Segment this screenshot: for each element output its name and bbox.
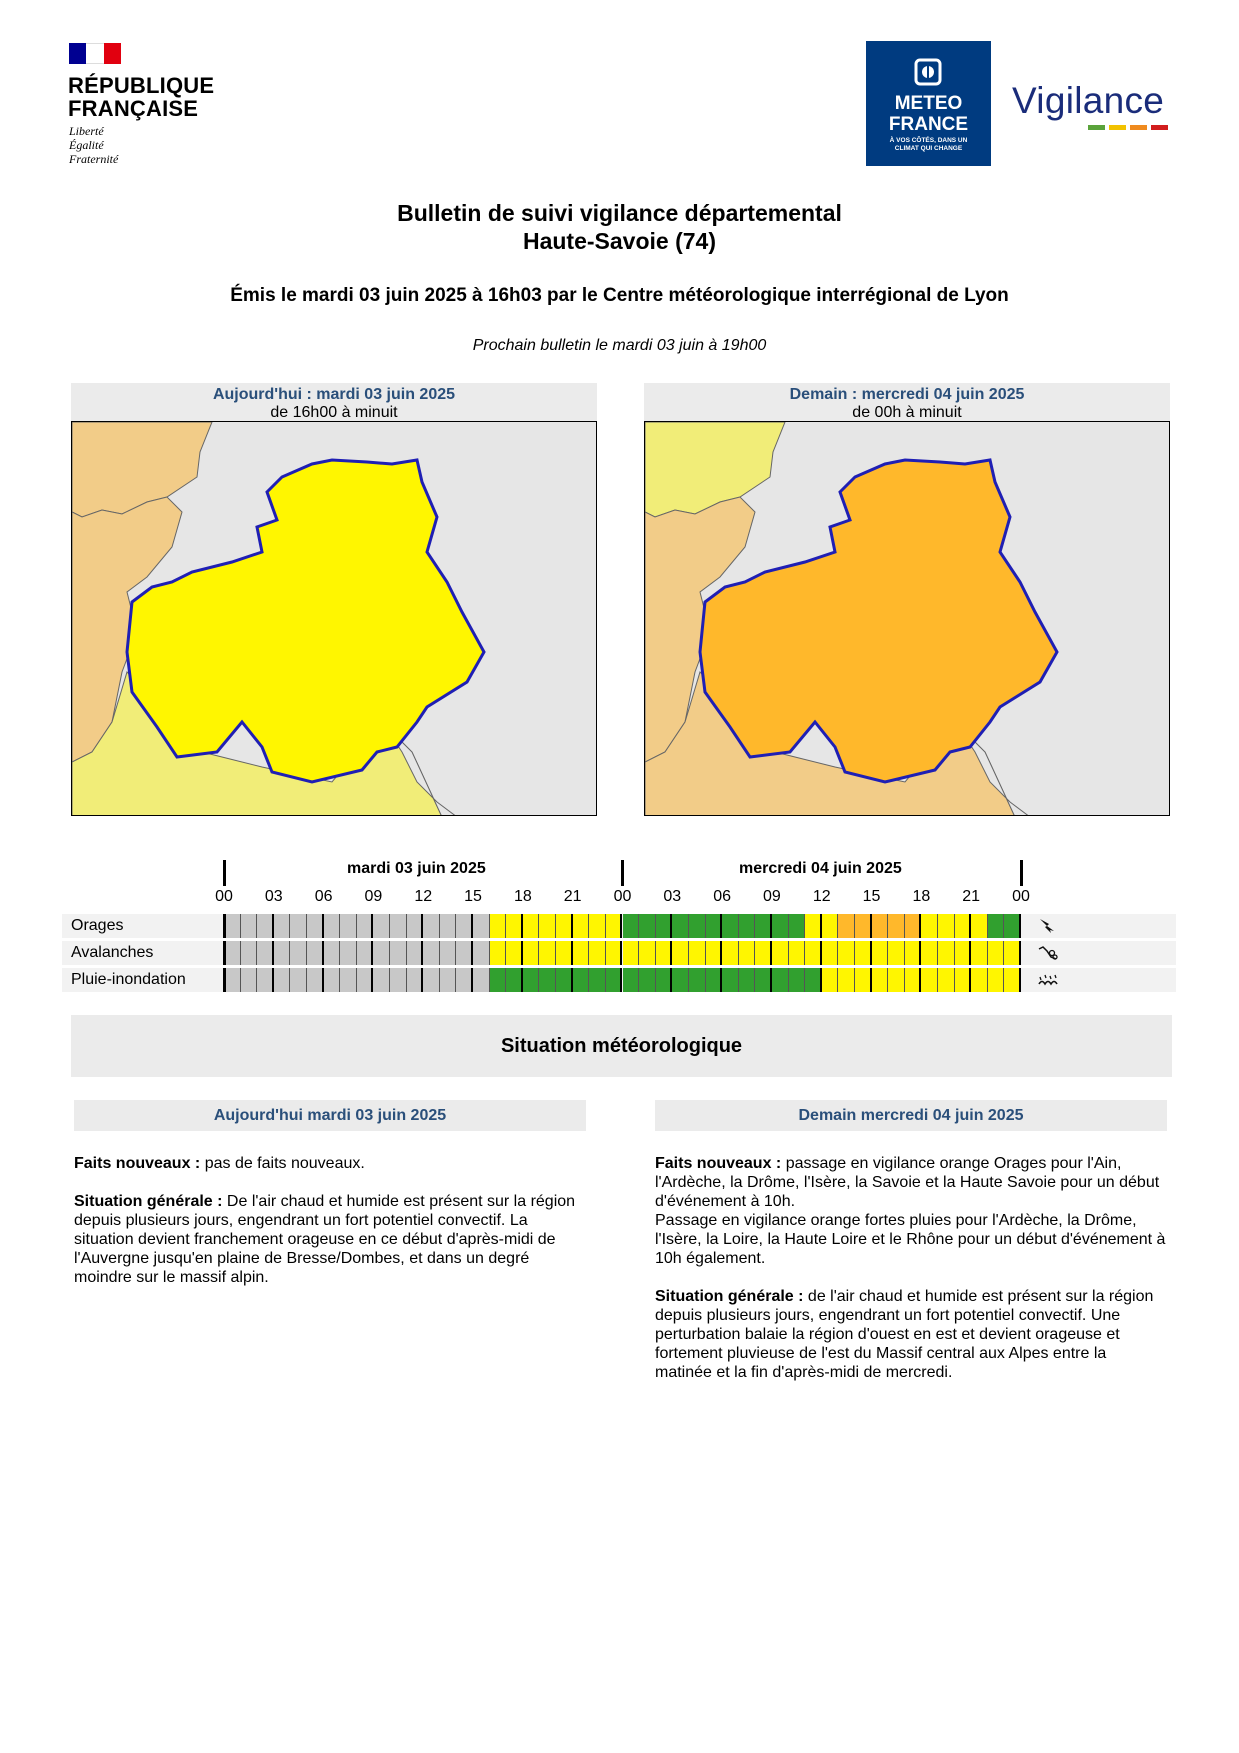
timeline-cell-gray (257, 914, 274, 938)
timeline-day-1: mardi 03 juin 2025 (347, 860, 486, 877)
timeline-cell-yellow (855, 941, 872, 965)
republique-line2: FRANÇAISE (68, 96, 199, 121)
timeline-day-divider (621, 860, 624, 886)
timeline-cell-green (639, 968, 656, 992)
timeline-cell-yellow (822, 941, 839, 965)
avalanche-icon (1037, 943, 1059, 963)
meteo-france-mark-icon (913, 57, 943, 87)
timeline-cell-green (789, 968, 806, 992)
timeline-cell-green (589, 968, 606, 992)
map-tomorrow-date: Demain : mercredi 04 juin 2025 (789, 386, 1025, 403)
row-label-pluie-inondation: Pluie-inondation (71, 971, 186, 988)
timeline-cell-yellow (589, 941, 606, 965)
timeline-hour-label: 12 (414, 888, 433, 905)
tomorrow-gen-text: de l'air chaud et humide est présent sur la région depuis plusieurs jours, engendrant un fort potentiel convectif. Une perturbation balaie la région d'ouest en est et devient orageuse et fortement pluvieuse de l'est du Massif central aux Alpes entre la matinée et la fin d'après-midi de mercredi. (655, 1288, 1154, 1381)
timeline-cell-yellow (822, 968, 839, 992)
timeline-cell-gray (290, 941, 307, 965)
timeline-cell-green (689, 968, 706, 992)
timeline-cell-green (672, 968, 689, 992)
timeline-cell-yellow (490, 941, 507, 965)
timeline-cell-green (772, 968, 789, 992)
map-today (71, 421, 597, 816)
timeline-cell-yellow (971, 941, 988, 965)
timeline-hours (0, 888, 1239, 910)
timeline-cell-green (523, 968, 540, 992)
timeline-cell-green (722, 968, 739, 992)
meteo-tagline-1: À VOS CÔTÉS, DANS UN (889, 137, 968, 144)
timeline-cell-green (573, 968, 590, 992)
tomorrow-faits-text2: Passage en vigilance orange fortes pluies pour l'Ardèche, la Drôme, l'Isère, la Loire, la Haute Loire et le Rhône pour un début d'événement à 10h également. (655, 1212, 1166, 1267)
lightning-icon (1037, 916, 1059, 936)
row-label-avalanches: Avalanches (71, 944, 154, 961)
timeline-cell-gray (423, 941, 440, 965)
republique-line1: RÉPUBLIQUE (68, 73, 215, 98)
timeline-row-orages (224, 914, 1021, 938)
next-bulletin: Prochain bulletin le mardi 03 juin à 19h00 (472, 337, 767, 354)
timeline-day-divider (1020, 860, 1023, 886)
meteo-line1: METEO (894, 93, 963, 114)
timeline-cell-yellow (490, 914, 507, 938)
timeline-cell-yellow (805, 941, 822, 965)
timeline-hour-label: 06 (314, 888, 333, 905)
timeline-cell-yellow (971, 968, 988, 992)
timeline-cell-green (1004, 914, 1021, 938)
timeline-cell-gray (241, 914, 258, 938)
timeline-cell-gray (274, 968, 291, 992)
timeline-row-start-border (223, 914, 226, 938)
timeline-hour-label: 21 (563, 888, 582, 905)
timeline-hour-label: 06 (713, 888, 732, 905)
timeline-cell-gray (307, 968, 324, 992)
timeline-cell-yellow (955, 968, 972, 992)
timeline-cell-gray (290, 968, 307, 992)
timeline-cell-green (556, 968, 573, 992)
timeline-cell-gray (407, 914, 424, 938)
timeline-cell-yellow (1004, 941, 1021, 965)
haute-savoie-yellow-zone (127, 460, 484, 782)
today-text (74, 1154, 586, 1306)
timeline-cell-gray (324, 968, 341, 992)
timeline-cell-gray (224, 914, 241, 938)
timeline-cell-yellow (755, 941, 772, 965)
timeline-cell-gray (407, 968, 424, 992)
timeline-cell-yellow (988, 941, 1005, 965)
timeline-hour-label: 00 (1012, 888, 1030, 905)
timeline-cell-gray (241, 941, 258, 965)
timeline-cell-yellow (573, 914, 590, 938)
timeline-cell-green (772, 914, 789, 938)
motto-liberte: Liberté (69, 124, 104, 138)
timeline-hour-label: 15 (862, 888, 881, 905)
timeline-hour-label: 03 (264, 888, 283, 905)
timeline-cell-green (656, 914, 673, 938)
timeline-cell-gray (340, 968, 357, 992)
timeline-cell-yellow (656, 941, 673, 965)
timeline-cell-green (606, 968, 623, 992)
timeline-cell-green (755, 968, 772, 992)
timeline-cell-gray (257, 941, 274, 965)
timeline-cell-gray (357, 941, 374, 965)
tomorrow-gen-label: Situation générale : (655, 1288, 804, 1305)
timeline-cell-yellow (639, 941, 656, 965)
timeline-cell-green (805, 968, 822, 992)
timeline-cell-yellow (789, 941, 806, 965)
timeline-cell-yellow (822, 914, 839, 938)
timeline-cell-orange (872, 914, 889, 938)
timeline-cell-gray (456, 941, 473, 965)
today-faits-label: Faits nouveaux : (74, 1155, 201, 1172)
timeline-cell-yellow (672, 941, 689, 965)
timeline-row-start-border (223, 941, 226, 965)
timeline-cell-gray (274, 941, 291, 965)
timeline-cell-yellow (921, 941, 938, 965)
timeline-cell-yellow (606, 914, 623, 938)
tomorrow-heading: Demain mercredi 04 juin 2025 (655, 1100, 1167, 1131)
today-faits-text: pas de faits nouveaux. (200, 1155, 365, 1172)
timeline-cell-yellow (938, 941, 955, 965)
timeline-cell-orange (905, 914, 922, 938)
timeline-cell-gray (324, 941, 341, 965)
timeline-cell-yellow (805, 914, 822, 938)
timeline-cell-gray (373, 914, 390, 938)
vigilance-logo-text: Vigilance (1012, 80, 1165, 121)
rain-flood-icon (1037, 970, 1059, 990)
timeline-hour-label: 18 (513, 888, 532, 905)
timeline-cell-green (539, 968, 556, 992)
republique-francaise-flag (69, 43, 121, 64)
timeline-cell-yellow (606, 941, 623, 965)
timeline-hour-label: 21 (962, 888, 981, 905)
timeline-cell-green (706, 968, 723, 992)
timeline-day-2: mercredi 04 juin 2025 (739, 860, 902, 877)
timeline-cell-green (755, 914, 772, 938)
timeline-cell-green (639, 914, 656, 938)
timeline-cell-gray (290, 914, 307, 938)
timeline-cell-gray (241, 968, 258, 992)
timeline-cell-yellow (556, 941, 573, 965)
timeline-cell-yellow (623, 941, 640, 965)
timeline-cell-yellow (971, 914, 988, 938)
meteo-line2: FRANCE (888, 114, 969, 135)
timeline-cell-gray (440, 968, 457, 992)
timeline-cell-gray (307, 941, 324, 965)
timeline-hour-label: 15 (464, 888, 482, 905)
timeline-cell-yellow (739, 941, 756, 965)
timeline-cell-green (739, 968, 756, 992)
timeline-cell-yellow (556, 914, 573, 938)
timeline-cell-green (623, 914, 640, 938)
timeline-cell-gray (423, 914, 440, 938)
department-title: Haute-Savoie (74) (522, 228, 716, 254)
timeline-cell-green (623, 968, 640, 992)
timeline-cell-green (656, 968, 673, 992)
timeline-cell-green (672, 914, 689, 938)
timeline-cell-gray (407, 941, 424, 965)
timeline-hour-label: 09 (763, 888, 781, 905)
timeline-cell-gray (357, 914, 374, 938)
timeline-cell-yellow (905, 968, 922, 992)
timeline-hour-label: 00 (215, 888, 233, 905)
timeline-cell-yellow (872, 968, 889, 992)
timeline-cell-gray (390, 968, 407, 992)
timeline-cell-gray (473, 968, 490, 992)
timeline-cell-gray (390, 914, 407, 938)
timeline-cell-gray (456, 914, 473, 938)
timeline-cell-yellow (539, 914, 556, 938)
timeline-cell-yellow (921, 914, 938, 938)
timeline-cell-orange (888, 914, 905, 938)
today-gen-label: Situation générale : (74, 1193, 223, 1210)
timeline-cell-yellow (523, 941, 540, 965)
timeline-cell-gray (423, 968, 440, 992)
vigilance-color-bars (1088, 125, 1168, 130)
map-tomorrow-header (644, 383, 1170, 421)
timeline-cell-yellow (523, 914, 540, 938)
timeline-cell-gray (340, 914, 357, 938)
meteo-tagline-2: CLIMAT QUI CHANGE (894, 145, 963, 152)
timeline-cell-gray (373, 968, 390, 992)
timeline-cell-orange (838, 914, 855, 938)
map-today-date: Aujourd'hui : mardi 03 juin 2025 (212, 386, 456, 403)
timeline-cell-gray (440, 941, 457, 965)
timeline-hour-label: 03 (663, 888, 682, 905)
timeline-cell-green (506, 968, 523, 992)
issued-line: Émis le mardi 03 juin 2025 à 16h03 par le Centre météorologique interrégional de Lyon (230, 285, 1009, 306)
timeline-cell-gray (274, 914, 291, 938)
map-today-span: de 16h00 à minuit (270, 404, 398, 421)
timeline-cell-yellow (938, 914, 955, 938)
timeline-cell-green (490, 968, 507, 992)
timeline-cell-gray (257, 968, 274, 992)
timeline-cell-yellow (888, 941, 905, 965)
timeline-hour-label: 00 (613, 888, 632, 905)
timeline-cell-gray (307, 914, 324, 938)
timeline-cell-yellow (955, 941, 972, 965)
timeline-cell-gray (473, 914, 490, 938)
situation-title: Situation météorologique (71, 1015, 1172, 1077)
timeline-cell-yellow (772, 941, 789, 965)
timeline-cell-orange (855, 914, 872, 938)
timeline-cell-gray (224, 968, 241, 992)
timeline-cell-gray (473, 941, 490, 965)
timeline-cell-gray (373, 941, 390, 965)
timeline-cell-green (988, 914, 1005, 938)
timeline-cell-yellow (1004, 968, 1021, 992)
timeline-day-divider (223, 860, 226, 886)
timeline-cell-yellow (539, 941, 556, 965)
timeline-cell-green (689, 914, 706, 938)
timeline-cell-green (722, 914, 739, 938)
timeline-cell-yellow (855, 968, 872, 992)
tomorrow-faits-label: Faits nouveaux : (655, 1155, 782, 1172)
timeline-cell-yellow (838, 941, 855, 965)
timeline-cell-yellow (838, 968, 855, 992)
motto-egalite: Égalité (69, 138, 104, 152)
map-tomorrow-span: de 00h à minuit (852, 404, 962, 421)
timeline-cell-gray (224, 941, 241, 965)
timeline-cell-gray (340, 941, 357, 965)
timeline-cell-gray (440, 914, 457, 938)
today-gen-text: De l'air chaud et humide est présent sur la région depuis plusieurs jours, engendrant un fort potentiel convectif. La situation devient franchement orageuse en ce début d'après-midi de l'Auvergne jusqu'en plaine de Bresse/Dombes, et dans un degré moindre sur le massif alpin. (74, 1193, 576, 1286)
map-tomorrow (644, 421, 1170, 816)
motto-fraternite: Fraternité (69, 152, 119, 166)
timeline-cell-yellow (706, 941, 723, 965)
meteo-france-logo (866, 41, 991, 166)
timeline-hour-label: 18 (912, 888, 931, 905)
timeline-cell-yellow (955, 914, 972, 938)
tomorrow-faits-text: passage en vigilance orange Orages pour l'Ain, l'Ardèche, la Drôme, l'Isère, la Savoie et la Haute Savoie pour un début d'événement à 10h. (655, 1155, 1160, 1210)
timeline-cell-gray (357, 968, 374, 992)
timeline-cell-gray (456, 968, 473, 992)
timeline-row-start-border (223, 968, 226, 992)
timeline-cell-yellow (988, 968, 1005, 992)
timeline-cell-yellow (689, 941, 706, 965)
timeline-cell-yellow (506, 914, 523, 938)
timeline-cell-green (789, 914, 806, 938)
timeline-row-pluie-inondation (224, 968, 1021, 992)
timeline-cell-yellow (938, 968, 955, 992)
timeline-cell-yellow (921, 968, 938, 992)
haute-savoie-orange-zone (700, 460, 1057, 782)
timeline-cell-green (706, 914, 723, 938)
timeline-cell-gray (324, 914, 341, 938)
row-label-orages: Orages (71, 917, 124, 934)
timeline-cell-yellow (888, 968, 905, 992)
timeline-cell-yellow (573, 941, 590, 965)
map-today-header (71, 383, 597, 421)
tomorrow-text (655, 1154, 1167, 1401)
timeline-cell-yellow (589, 914, 606, 938)
timeline-cell-gray (390, 941, 407, 965)
timeline-cell-yellow (506, 941, 523, 965)
timeline-hour-label: 09 (364, 888, 383, 905)
timeline-row-avalanches (224, 941, 1021, 965)
timeline-cell-green (739, 914, 756, 938)
timeline-cell-yellow (905, 941, 922, 965)
timeline-hour-label: 12 (812, 888, 831, 905)
bulletin-title: Bulletin de suivi vigilance départemental (397, 200, 842, 226)
timeline-cell-yellow (872, 941, 889, 965)
timeline-cell-yellow (722, 941, 739, 965)
today-heading: Aujourd'hui mardi 03 juin 2025 (74, 1100, 586, 1131)
